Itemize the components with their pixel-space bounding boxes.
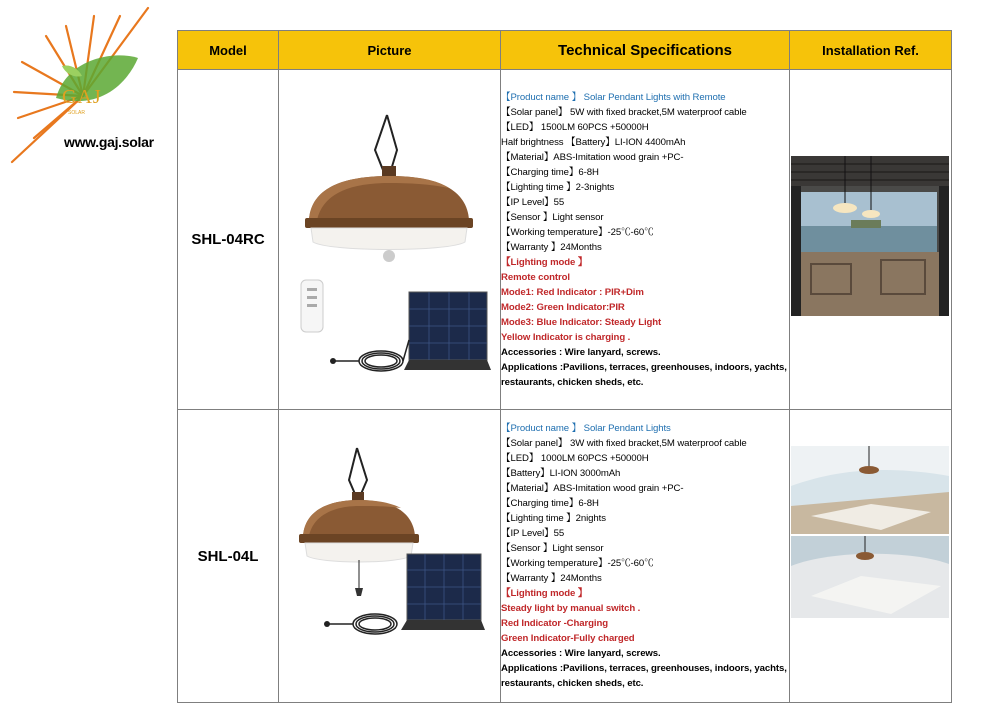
table-row <box>178 70 952 410</box>
product-spec-table <box>177 30 952 703</box>
spec-line: 【LED】 1500LM 60PCS +50000H <box>501 121 649 133</box>
spec-line: Steady light by manual switch . <box>501 603 641 614</box>
spec-line: 【Solar panel】 3W with fixed bracket,5M waterproof cable <box>501 438 747 449</box>
brand-logo <box>8 6 158 166</box>
spec-line: 【Product name 】 Solar Pendant Lights <box>501 423 671 434</box>
spec-line: 【Lighting time 】2nights <box>501 513 606 524</box>
spec-line: Applications :Pavilions, terraces, greenhouses, indoors, yachts, restaurants, chicken sheds, etc. <box>501 361 787 388</box>
spec-line: Remote control <box>501 271 570 283</box>
spec-line: 【Solar panel】 5W with fixed bracket,5M waterproof cable <box>501 106 747 118</box>
spec-line: Green Indicator-Fully charged <box>501 633 635 644</box>
spec-line: 【Material】ABS-Imitation wood grain +PC- <box>501 151 684 163</box>
spec-list <box>501 90 789 390</box>
specifications-cell <box>501 410 790 703</box>
installation-cell <box>790 70 952 410</box>
spec-line: Accessories : Wire lanyard, screws. <box>501 346 661 358</box>
spec-line: 【Battery】LI-ION 3000mAh <box>501 468 621 479</box>
header-row <box>178 31 952 70</box>
spec-line: 【Lighting time 】2-3nights <box>501 181 615 193</box>
pavilion-installation-photo <box>791 156 949 316</box>
header-installation-ref: Installation Ref. <box>790 31 952 70</box>
spec-line: Accessories : Wire lanyard, screws. <box>501 648 661 659</box>
spec-line: 【Warranty 】24Months <box>501 573 602 584</box>
model-cell: SHL-04RC <box>178 70 279 410</box>
logo-url: www.gaj.solar <box>64 134 154 150</box>
spec-line: 【Working temperature】-25℃-60℃ <box>501 226 654 238</box>
spec-line: 【LED】 1000LM 60PCS +50000H <box>501 453 649 464</box>
spec-line: 【Working temperature】-25℃-60℃ <box>501 558 654 569</box>
spec-line: Mode1: Red Indicator : PIR+Dim <box>501 286 644 298</box>
spec-line: 【IP Level】55 <box>501 196 565 208</box>
spec-line: 【Material】ABS-Imitation wood grain +PC- <box>501 483 684 494</box>
picture-cell <box>279 70 501 410</box>
spec-line: Half brightness 【Battery】LI-ION 4400mAh <box>501 136 686 148</box>
pendant-light-with-switch-image <box>279 410 501 702</box>
spec-line: Mode2: Green Indicator:PIR <box>501 301 625 313</box>
model-cell: SHL-04L <box>178 410 279 703</box>
pendant-light-with-remote-image <box>279 70 501 409</box>
logo-wordmark: GAJ <box>62 86 102 108</box>
spec-line: 【Lighting mode 】 <box>501 256 588 268</box>
spec-line: 【Sensor 】Light sensor <box>501 211 604 223</box>
specifications-cell <box>501 70 790 410</box>
spec-line: 【Sensor 】Light sensor <box>501 543 604 554</box>
spec-line: 【Lighting mode 】 <box>501 588 588 599</box>
spec-line: 【Charging time】6-8H <box>501 498 599 509</box>
logo-subtext: SOLAR <box>68 110 85 116</box>
spec-line: 【Charging time】6-8H <box>501 166 599 178</box>
spec-line: Red Indicator -Charging <box>501 618 608 629</box>
spec-line: 【IP Level】55 <box>501 528 565 539</box>
yacht-installation-photos <box>791 446 949 618</box>
spec-line: Applications :Pavilions, terraces, greenhouses, indoors, yachts, restaurants, chicken sheds, etc. <box>501 663 787 689</box>
spec-list <box>501 421 789 691</box>
spec-line: 【Warranty 】24Months <box>501 241 602 253</box>
header-model: Model <box>178 31 279 70</box>
spec-line: 【Product name 】 Solar Pendant Lights with Remote <box>501 91 726 103</box>
header-technical-specifications: Technical Specifications <box>501 31 790 70</box>
spec-line: Yellow Indicator is charging . <box>501 331 631 343</box>
picture-cell <box>279 410 501 703</box>
installation-cell <box>790 410 952 703</box>
spec-line: Mode3: Blue Indicator: Steady Light <box>501 316 662 328</box>
table-row <box>178 410 952 703</box>
header-picture: Picture <box>279 31 501 70</box>
